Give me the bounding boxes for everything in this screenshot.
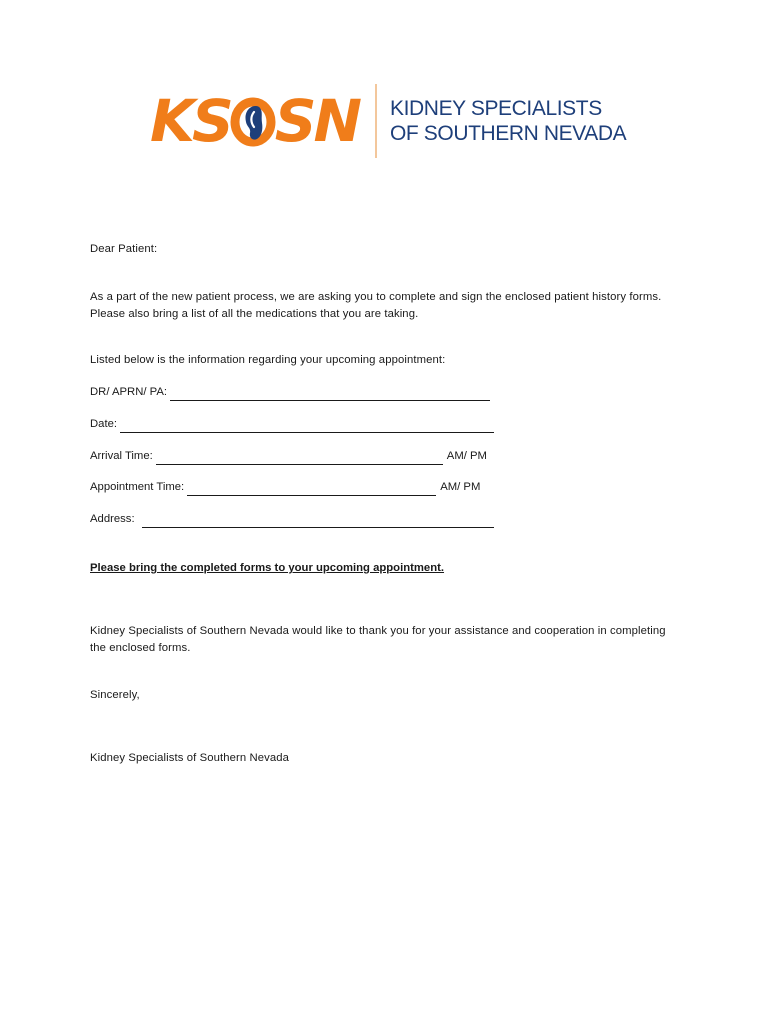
signature: Kidney Specialists of Southern Nevada <box>90 752 290 764</box>
appointment-time-label: Appointment Time: <box>90 481 185 493</box>
arrival-time-field <box>90 448 487 465</box>
date-blank-line <box>120 419 494 433</box>
closing: Sincerely, <box>90 689 140 701</box>
date-field <box>90 416 494 433</box>
intro-paragraph: As a part of the new patient process, we are asking you to complete and sign the enclosed patient history forms. Please also bring a list of all the medications that you are taking. <box>90 291 662 320</box>
ksosn-logo <box>150 84 630 160</box>
bring-forms-notice: Please bring the completed forms to your upcoming appointment. <box>90 562 445 574</box>
provider-label: DR/ APRN/ PA: <box>90 386 168 398</box>
salutation: Dear Patient: <box>90 243 158 255</box>
address-blank-line <box>142 514 494 528</box>
logo-name-line-2: OF SOUTHERN NEVADA <box>390 122 627 145</box>
arrival-time-blank-line <box>156 451 443 465</box>
address-field <box>90 511 494 528</box>
logo-divider <box>375 84 377 158</box>
appointment-info-intro: Listed below is the information regarding your upcoming appointment: <box>90 354 446 366</box>
arrival-time-label: Arrival Time: <box>90 450 153 462</box>
provider-field <box>90 384 490 401</box>
logo-mark-suffix: SN <box>274 87 360 155</box>
appointment-time-field <box>90 479 480 496</box>
logo-mark-prefix: KS <box>150 87 231 155</box>
provider-blank-line <box>170 387 490 401</box>
appointment-am-pm: AM/ PM <box>440 481 481 493</box>
kidney-icon <box>229 92 277 150</box>
date-label: Date: <box>90 418 118 430</box>
address-label: Address: <box>90 513 135 525</box>
logo-name <box>390 96 626 146</box>
logo-mark <box>150 87 360 155</box>
thanks-paragraph: Kidney Specialists of Southern Nevada would like to thank you for your assistance and cooperation in completing the enclosed forms. <box>90 625 666 654</box>
logo-name-line-1: KIDNEY SPECIALISTS <box>390 97 602 120</box>
appointment-time-blank-line <box>187 482 436 496</box>
arrival-am-pm: AM/ PM <box>446 450 487 462</box>
